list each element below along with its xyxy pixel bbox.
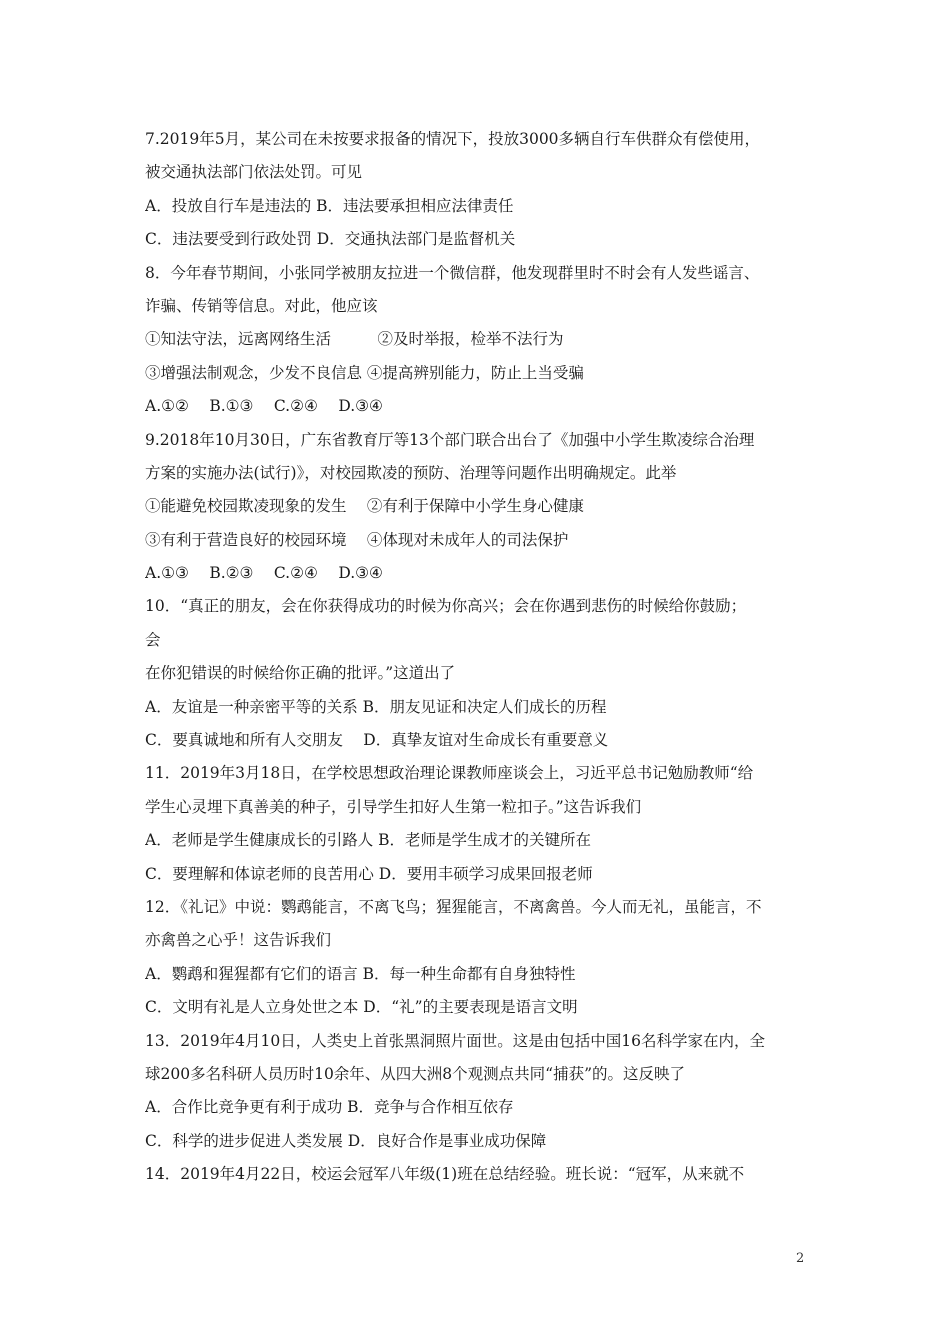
text-line: 12．《礼记》中说：鹦鹉能言，不离飞鸟；猩猩能言，不离禽兽。今人而无礼，虽能言，不 <box>145 897 762 916</box>
text-line: C．违法要受到行政处罚 D．交通执法部门是监督机关 <box>145 230 516 249</box>
text-line: ①知法守法，远离网络生活 ②及时举报，检举不法行为 <box>145 330 564 349</box>
text-line: A．投放自行车是违法的 B．违法要承担相应法律责任 <box>145 196 514 215</box>
question-text-block <box>145 123 810 1192</box>
text-line: 8．今年春节期间，小张同学被朋友拉进一个微信群，他发现群里时不时会有人发些谣言、 <box>145 263 760 282</box>
text-line: 7.2019年5月，某公司在未按要求报备的情况下，投放3000多辆自行车供群众有偿使用， <box>145 130 761 148</box>
text-line: A．老师是学生健康成长的引路人 B．老师是学生成才的关键所在 <box>145 831 592 850</box>
text-line: C．要真诚地和所有人交朋友 D．真挚友谊对生命成长有重要意义 <box>145 731 609 750</box>
text-line: C．要理解和体谅老师的良苦用心 D．要用丰硕学习成果回报老师 <box>145 864 593 883</box>
text-line: C．文明有礼是人立身处世之本 D．“礼”的主要表现是语言文明 <box>145 998 578 1017</box>
text-line: C．科学的进步促进人类发展 D．良好合作是事业成功保障 <box>145 1131 547 1150</box>
text-line: 9.2018年10月30日，广东省教育厅等13个部门联合出台了《加强中小学生欺凌综合治理 <box>145 430 755 449</box>
text-line: 方案的实施办法(试行)》，对校园欺凌的预防、治理等问题作出明确规定。此举 <box>145 463 677 482</box>
text-line: ③有利于营造良好的校园环境 ④体现对未成年人的司法保护 <box>145 530 569 549</box>
page-number: 2 <box>796 1251 805 1266</box>
text-line: 球200多名科研人员历时10余年、从四大洲8个观测点共同“捕获”的。这反映了 <box>145 1064 686 1083</box>
text-line: A．鹦鹉和猩猩都有它们的语言 B．每一种生命都有自身独特性 <box>145 964 576 983</box>
text-line: A.①③ B.②③ C.②④ D.③④ <box>145 564 383 583</box>
text-line: A.①② B.①③ C.②④ D.③④ <box>145 397 383 416</box>
text-line: 被交通执法部门依法处罚。可见 <box>145 163 363 182</box>
text-line: A．友谊是一种亲密平等的关系 B．朋友见证和决定人们成长的历程 <box>145 697 607 716</box>
text-line: 学生心灵埋下真善美的种子，引导学生扣好人生第一粒扣子。”这告诉我们 <box>145 797 642 816</box>
text-line: 会 <box>145 630 161 649</box>
text-line: ①能避免校园欺凌现象的发生 ②有利于保障中小学生身心健康 <box>145 497 584 516</box>
text-line: 14．2019年4月22日，校运会冠军八年级(1)班在总结经验。班长说：“冠军，从来就不 <box>145 1165 745 1184</box>
text-line: 在你犯错误的时候给你正确的批评。”这道出了 <box>145 664 456 683</box>
text-line: ③增强法制观念，少发不良信息 ④提高辨别能力，防止上当受骗 <box>145 363 584 382</box>
text-line: 10．“真正的朋友，会在你获得成功的时候为你高兴；会在你遇到悲伤的时候给你鼓励； <box>145 597 747 616</box>
text-line: 13．2019年4月10日，人类史上首张黑洞照片面世。这是由包括中国16名科学家在内，全 <box>145 1031 765 1050</box>
text-line: 亦禽兽之心乎！这告诉我们 <box>145 931 332 950</box>
text-line: 11．2019年3月18日，在学校思想政治理论课教师座谈会上，习近平总书记勉励教师“给 <box>145 764 754 783</box>
text-line: 诈骗、传销等信息。对此，他应该 <box>145 296 378 315</box>
text-line: A．合作比竞争更有利于成功 B．竞争与合作相互依存 <box>145 1098 514 1117</box>
